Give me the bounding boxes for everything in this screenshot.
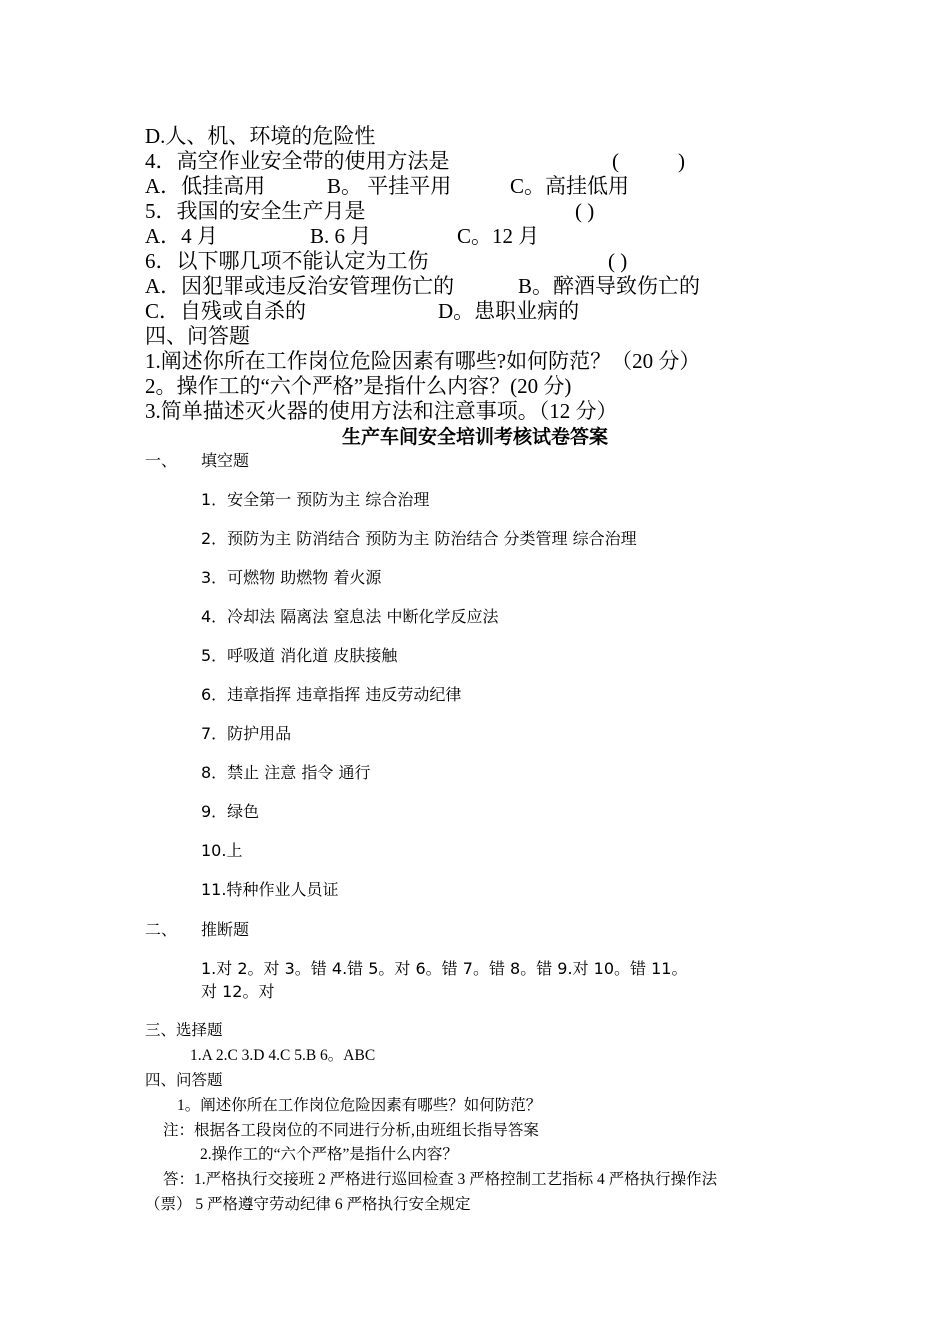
fill-answer-9: 9．绿色 — [201, 802, 260, 821]
judge-answers-line2: 对 12。对 — [201, 982, 275, 1001]
q4-paren-close: ) — [678, 149, 685, 173]
fill-answer-3: 3．可燃物 助燃物 着火源 — [201, 568, 382, 587]
answer-q2-line2: （票） 5 严格遵守劳动纪律 6 严格执行安全规定 — [145, 1196, 471, 1213]
q5-paren: ( ) — [575, 199, 595, 223]
answer-q1: 1。阐述你所在工作岗位危险因素有哪些？如何防范？ — [177, 1097, 542, 1114]
q5-text: 5．我国的安全生产月是 — [145, 199, 366, 223]
section4-heading: 四、问答题 — [145, 324, 250, 348]
answer-key-title: 生产车间安全培训考核试卷答案 — [341, 426, 608, 448]
answer-q1-note: 注：根据各工段岗位的不同进行分析,由班组长指导答案 — [163, 1122, 539, 1139]
essay-question-2: 2。操作工的“六个严格”是指什么内容？(20 分) — [145, 374, 572, 398]
q4-option-b: B。 平挂平用 — [327, 174, 452, 198]
fill-answer-8: 8．禁止 注意 指令 通行 — [201, 763, 371, 782]
answer-q2-line1: 答：1.严格执行交接班 2 严格进行巡回检查 3 严格控制工艺指标 4 严格执行操作法 — [163, 1171, 718, 1188]
q6-text: 6．以下哪几项不能认定为工伤 — [145, 249, 429, 273]
fill-answer-1: 1．安全第一 预防为主 综合治理 — [201, 490, 430, 509]
answer-section2-number: 二、 — [145, 920, 178, 939]
answer-q2: 2.操作工的“六个严格”是指什么内容？ — [200, 1146, 458, 1163]
fill-answer-10: 10.上 — [201, 841, 243, 860]
choice-answers: 1.A 2.C 3.D 4.C 5.B 6。ABC — [190, 1047, 376, 1064]
judge-answers-line1: 1.对 2。对 3。错 4.错 5。对 6。错 7。错 8。错 9.对 10。错 11。 — [201, 959, 688, 978]
q5-option-b: B. 6 月 — [310, 224, 372, 248]
q5-option-c: C。12 月 — [457, 224, 540, 248]
q3-option-d: D.人、机、环境的危险性 — [145, 124, 376, 148]
q4-option-a: A．低挂高用 — [145, 174, 266, 198]
q4-text: 4．高空作业安全带的使用方法是 — [145, 149, 450, 173]
answer-section2-label: 推断题 — [201, 920, 250, 939]
essay-question-3: 3.简单描述灭火器的使用方法和注意事项。（12 分） — [145, 399, 618, 423]
q4-paren-open: ( — [612, 149, 619, 173]
answer-section1-number: 一、 — [145, 451, 178, 470]
q4-option-c: C。高挂低用 — [510, 174, 630, 198]
answer-section4-heading: 四、问答题 — [145, 1072, 223, 1089]
q6-option-d: D。患职业病的 — [438, 299, 580, 323]
essay-question-1: 1.阐述你所在工作岗位危险因素有哪些?如何防范？（20 分） — [145, 349, 701, 373]
fill-answer-2: 2．预防为主 防消结合 预防为主 防治结合 分类管理 综合治理 — [201, 529, 637, 548]
q6-option-c: C．自残或自杀的 — [145, 299, 307, 323]
fill-answer-5: 5．呼吸道 消化道 皮肤接触 — [201, 646, 398, 665]
q6-option-b: B。醉酒导致伤亡的 — [518, 274, 701, 298]
fill-answer-4: 4．冷却法 隔离法 窒息法 中断化学反应法 — [201, 607, 499, 626]
fill-answer-11: 11.特种作业人员证 — [201, 880, 339, 899]
fill-answer-7: 7．防护用品 — [201, 724, 292, 743]
answer-section3-heading: 三、选择题 — [145, 1022, 223, 1039]
answer-section1-label: 填空题 — [201, 451, 250, 470]
q6-option-a: A．因犯罪或违反治安管理伤亡的 — [145, 274, 455, 298]
q6-paren: ( ) — [608, 249, 628, 273]
q5-option-a: A．4 月 — [145, 224, 218, 248]
fill-answer-6: 6．违章指挥 违章指挥 违反劳动纪律 — [201, 685, 462, 704]
